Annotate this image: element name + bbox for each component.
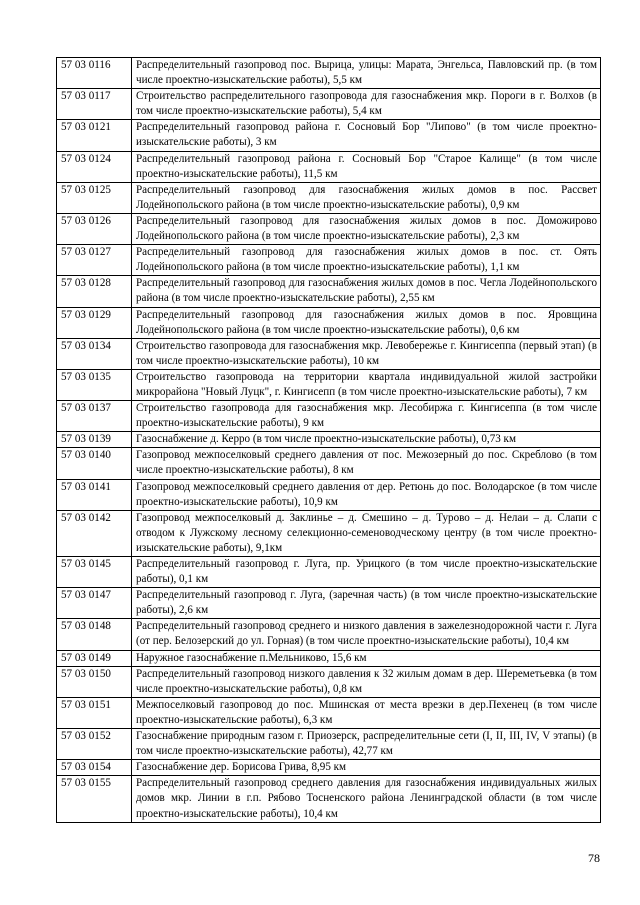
table-row: [57, 588, 601, 619]
object-description: Распределительный газопровод среднего давления для газоснабжения индивидуальных жилых домов мкр. Линии в г.п. Рябово Тосненского района Ленинградской области (в том числе проектно-изыскательские работы), 10,4 км: [132, 776, 601, 822]
document-page: [56, 57, 600, 823]
object-code: 57 03 0150: [57, 666, 132, 697]
object-code: 57 03 0154: [57, 760, 132, 776]
object-code: 57 03 0142: [57, 510, 132, 556]
object-code: 57 03 0149: [57, 650, 132, 666]
table-row: [57, 369, 601, 400]
table-row: [57, 151, 601, 182]
table-row: [57, 448, 601, 479]
object-code: 57 03 0121: [57, 120, 132, 151]
table-row: [57, 213, 601, 244]
table-row: [57, 776, 601, 822]
object-description: Распределительный газопровод для газоснабжения жилых домов в пос. Рассвет Лодейнопольского района (в том числе проектно-изыскательские работы), 0,9 км: [132, 182, 601, 213]
table-row: [57, 245, 601, 276]
object-description: Распределительный газопровод района г. Сосновый Бор "Липово" (в том числе проектно-изыскательские работы), 3 км: [132, 120, 601, 151]
table-row: [57, 697, 601, 728]
object-description: Строительство газопровода на территории квартала индивидуальной жилой застройки микрорайона "Новый Луцк", г. Кингисепп (в том числе проектно-изыскательские работы), 7 км: [132, 369, 601, 400]
gas-pipeline-table: [56, 57, 601, 823]
object-description: Распределительный газопровод среднего и низкого давления в зажелезнодорожной части г. Луга (от пер. Белозерский до ул. Горная) (в том числе проектно-изыскательские работы), 10,4 км: [132, 619, 601, 650]
object-description: Наружное газоснабжение п.Мельниково, 15,6 км: [132, 650, 601, 666]
object-description: Распределительный газопровод для газоснабжения жилых домов в пос. Чегла Лодейнопольского района (в том числе проектно-изыскательские работы), 2,55 км: [132, 276, 601, 307]
object-code: 57 03 0147: [57, 588, 132, 619]
table-row: [57, 432, 601, 448]
table-row: [57, 479, 601, 510]
table-row: [57, 729, 601, 760]
object-code: 57 03 0134: [57, 338, 132, 369]
table-row: [57, 120, 601, 151]
object-description: Строительство распределительного газопровода для газоснабжения мкр. Пороги в г. Волхов (в том числе проектно-изыскательские работы), 5,4 км: [132, 89, 601, 120]
object-code: 57 03 0129: [57, 307, 132, 338]
object-description: Распределительный газопровод г. Луга, пр. Урицкого (в том числе проектно-изыскательские работы), 0,1 км: [132, 557, 601, 588]
object-code: 57 03 0127: [57, 245, 132, 276]
object-code: 57 03 0137: [57, 401, 132, 432]
object-code: 57 03 0151: [57, 697, 132, 728]
table-row: [57, 338, 601, 369]
object-description: Газоснабжение природным газом г. Приозерск, распределительные сети (I, II, III, IV, V этапы) (в том числе проектно-изыскательские работы), 42,77 км: [132, 729, 601, 760]
table-row: [57, 557, 601, 588]
table-row: [57, 276, 601, 307]
object-description: Газопровод межпоселковый среднего давления от дер. Ретюнь до пос. Володарское (в том числе проектно-изыскательские работы), 10,9 км: [132, 479, 601, 510]
object-description: Распределительный газопровод для газоснабжения жилых домов в пос. ст. Оять Лодейнопольского района (в том числе проектно-изыскательские работы), 1,1 км: [132, 245, 601, 276]
object-code: 57 03 0116: [57, 58, 132, 89]
table-row: [57, 401, 601, 432]
object-code: 57 03 0155: [57, 776, 132, 822]
table-row: [57, 307, 601, 338]
table-row: [57, 619, 601, 650]
object-description: Распределительный газопровод района г. Сосновый Бор "Старое Калище" (в том числе проектно-изыскательские работы), 11,5 км: [132, 151, 601, 182]
page-number: 78: [588, 851, 600, 865]
object-description: Строительство газопровода для газоснабжения мкр. Лесобиржа г. Кингисеппа (в том числе проектно-изыскательские работы), 9 км: [132, 401, 601, 432]
object-description: Газоснабжение дер. Борисова Грива, 8,95 км: [132, 760, 601, 776]
object-code: 57 03 0135: [57, 369, 132, 400]
object-code: 57 03 0140: [57, 448, 132, 479]
object-description: Распределительный газопровод для газоснабжения жилых домов в пос. Яровщина Лодейнопольского района (в том числе проектно-изыскательские работы), 0,6 км: [132, 307, 601, 338]
object-code: 57 03 0124: [57, 151, 132, 182]
object-description: Строительство газопровода для газоснабжения мкр. Левобережье г. Кингисеппа (первый этап) (в том числе проектно-изыскательские работы), 10 км: [132, 338, 601, 369]
object-code: 57 03 0125: [57, 182, 132, 213]
object-code: 57 03 0117: [57, 89, 132, 120]
object-description: Распределительный газопровод для газоснабжения жилых домов в пос. Доможирово Лодейнопольского района (в том числе проектно-изыскательские работы), 2,3 км: [132, 213, 601, 244]
object-description: Распределительный газопровод низкого давления к 32 жилым домам в дер. Шереметьевка (в том числе проектно-изыскательские работы), 0,8 км: [132, 666, 601, 697]
table-row: [57, 89, 601, 120]
table-row: [57, 666, 601, 697]
object-code: 57 03 0148: [57, 619, 132, 650]
object-code: 57 03 0152: [57, 729, 132, 760]
object-description: Газопровод межпоселковый среднего давления от пос. Межозерный до пос. Скреблово (в том числе проектно-изыскательские работы), 8 км: [132, 448, 601, 479]
object-description: Межпоселковый газопровод до пос. Мшинская от места врезки в дер.Пехенец (в том числе проектно-изыскательские работы), 6,3 км: [132, 697, 601, 728]
table-row: [57, 182, 601, 213]
object-code: 57 03 0139: [57, 432, 132, 448]
table-row: [57, 650, 601, 666]
object-code: 57 03 0141: [57, 479, 132, 510]
object-description: Газопровод межпоселковый д. Заклинье – д. Смешино – д. Турово – д. Нелаи – д. Слапи с отводом к Лужскому лесному селекционно-семеноводческому центру (в том числе проектно-изыскательские работы), 9,1км: [132, 510, 601, 556]
table-body: [57, 58, 601, 823]
object-code: 57 03 0145: [57, 557, 132, 588]
table-row: [57, 58, 601, 89]
object-code: 57 03 0126: [57, 213, 132, 244]
object-description: Распределительный газопровод г. Луга, (заречная часть) (в том числе проектно-изыскательские работы), 2,6 км: [132, 588, 601, 619]
object-description: Газоснабжение д. Керро (в том числе проектно-изыскательские работы), 0,73 км: [132, 432, 601, 448]
object-code: 57 03 0128: [57, 276, 132, 307]
object-description: Распределительный газопровод пос. Вырица, улицы: Марата, Энгельса, Павловский пр. (в том числе проектно-изыскательские работы), 5,5 км: [132, 58, 601, 89]
table-row: [57, 510, 601, 556]
table-row: [57, 760, 601, 776]
